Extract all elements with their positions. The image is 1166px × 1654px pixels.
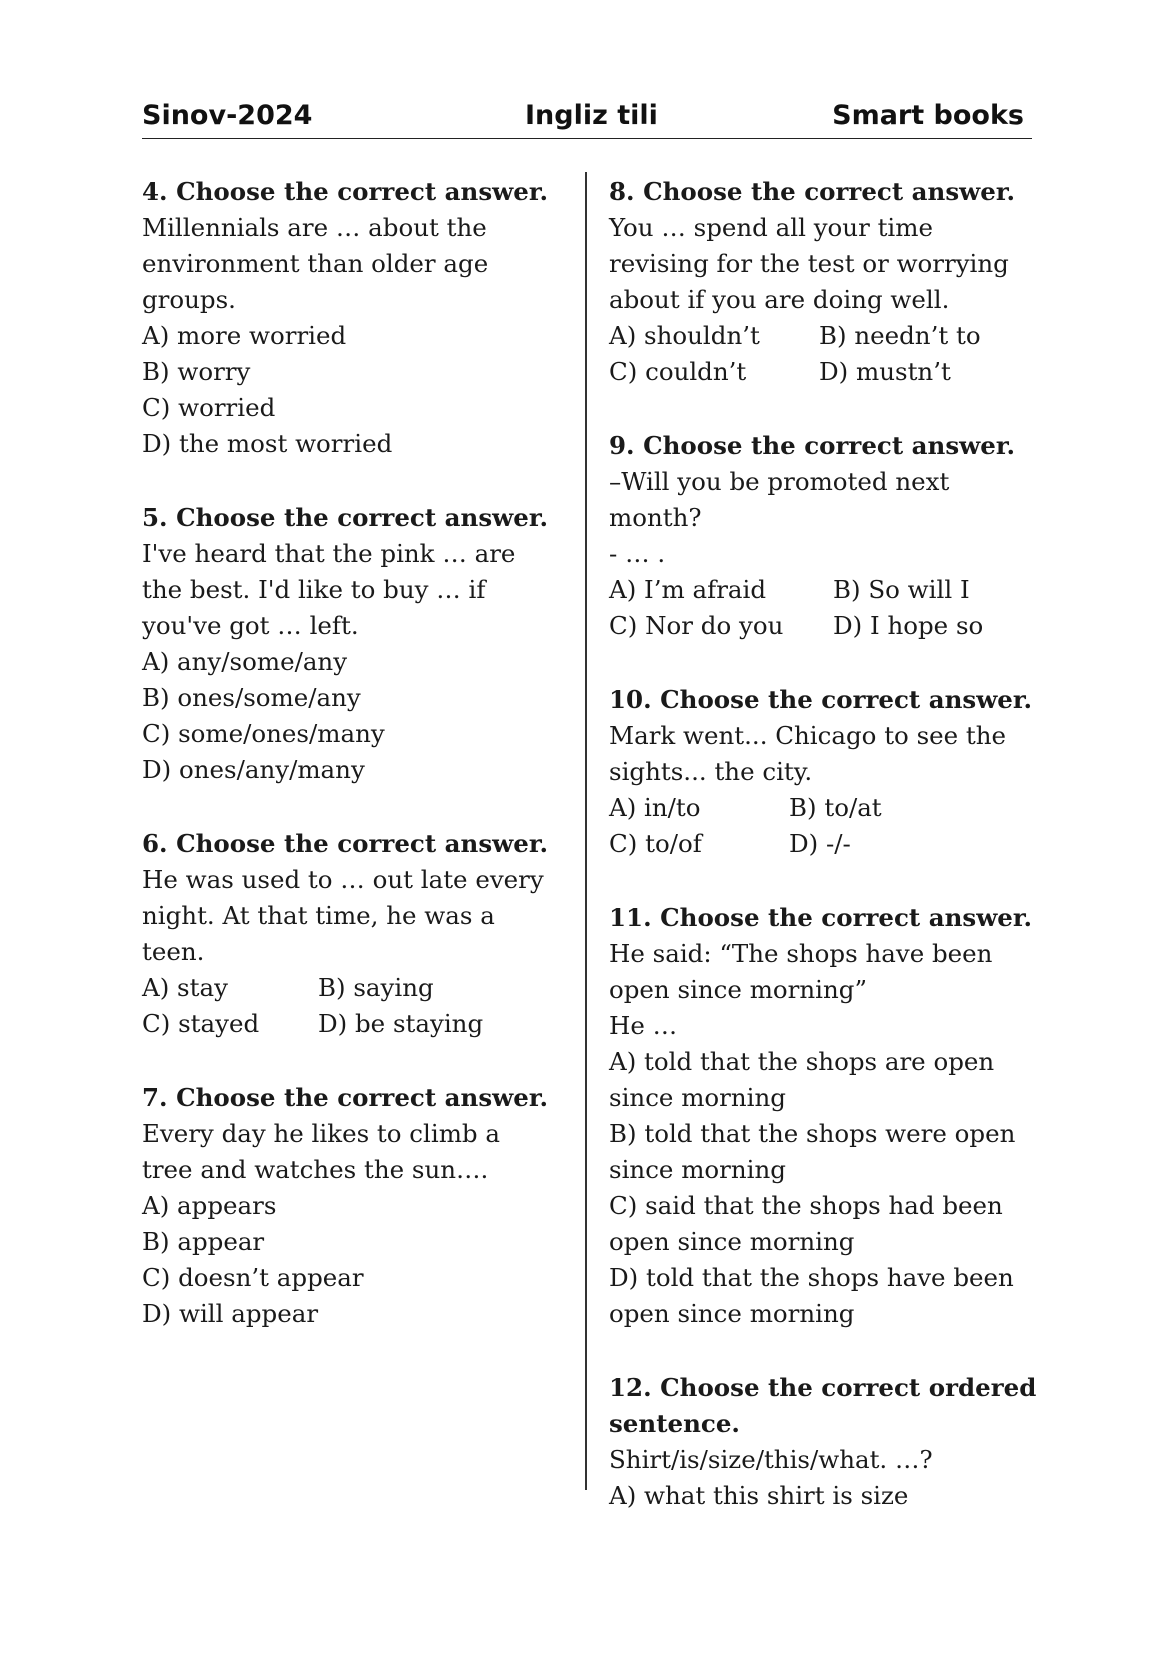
question-title: 6. Choose the correct answer. xyxy=(142,829,549,858)
answer-option-d: D) will appear xyxy=(142,1299,319,1328)
left-column xyxy=(142,174,572,1332)
question-4 xyxy=(142,174,572,462)
question-text: open since morning” xyxy=(609,975,867,1004)
header-publisher: Smart books xyxy=(832,100,1024,131)
question-text: He was used to … out late every xyxy=(142,865,544,894)
answer-option-b: B) worry xyxy=(142,357,251,386)
header-test-name: Sinov-2024 xyxy=(142,100,313,131)
answer-option-b: B) saying xyxy=(318,973,434,1002)
question-title: 4. Choose the correct answer. xyxy=(142,177,549,206)
answer-option-b: B) told that the shops were open xyxy=(609,1119,1016,1148)
answer-option-c-cont: open since morning xyxy=(609,1227,855,1256)
question-title: 7. Choose the correct answer. xyxy=(142,1083,549,1112)
question-text: month? xyxy=(609,503,702,532)
question-10 xyxy=(609,682,1039,862)
answer-option-a: A) what this shirt is size xyxy=(609,1481,909,1510)
answer-option-c: C) couldn’t xyxy=(609,357,747,386)
answer-option-b: B) So will I xyxy=(833,575,970,604)
question-text: tree and watches the sun…. xyxy=(142,1155,489,1184)
question-title-cont: sentence. xyxy=(609,1409,740,1438)
question-7 xyxy=(142,1080,572,1332)
question-text: about if you are doing well. xyxy=(609,285,950,314)
answer-option-a: A) appears xyxy=(142,1191,277,1220)
answer-option-a: A) more worried xyxy=(142,321,347,350)
question-9 xyxy=(609,428,1039,644)
answer-option-d: D) I hope so xyxy=(833,611,984,640)
question-6 xyxy=(142,826,572,1042)
question-8 xyxy=(609,174,1039,390)
options-row xyxy=(609,608,1039,644)
answer-option-d: D) ones/any/many xyxy=(142,755,365,784)
question-5 xyxy=(142,500,572,788)
question-text: –Will you be promoted next xyxy=(609,467,950,496)
answer-option-a-cont: since morning xyxy=(609,1083,786,1112)
question-title: 5. Choose the correct answer. xyxy=(142,503,549,532)
answer-option-c: C) to/of xyxy=(609,829,702,858)
options-row xyxy=(609,318,1039,354)
answer-option-b: B) appear xyxy=(142,1227,265,1256)
question-text: the best. I'd like to buy … if xyxy=(142,575,486,604)
question-text: you've got … left. xyxy=(142,611,359,640)
answer-option-b: B) to/at xyxy=(789,793,882,822)
question-title: 8. Choose the correct answer. xyxy=(609,177,1016,206)
question-text: night. At that time, he was a xyxy=(142,901,495,930)
question-text: environment than older age xyxy=(142,249,489,278)
header-subject: Ingliz tili xyxy=(525,100,658,131)
answer-option-a: A) I’m afraid xyxy=(609,575,767,604)
question-title: 10. Choose the correct answer. xyxy=(609,685,1033,714)
question-title: 12. Choose the correct ordered xyxy=(609,1373,1037,1402)
question-text: teen. xyxy=(142,937,205,966)
options-row xyxy=(142,970,572,1006)
answer-option-a: A) shouldn’t xyxy=(609,321,760,350)
question-12 xyxy=(609,1370,1039,1514)
answer-option-c: C) stayed xyxy=(142,1009,260,1038)
question-text: Every day he likes to climb a xyxy=(142,1119,501,1148)
options-row xyxy=(142,1006,572,1042)
answer-option-c: C) some/ones/many xyxy=(142,719,385,748)
answer-option-a: A) any/some/any xyxy=(142,647,348,676)
question-text: He said: “The shops have been xyxy=(609,939,993,968)
question-text: - … . xyxy=(609,539,666,568)
question-11 xyxy=(609,900,1039,1332)
answer-option-d: D) be staying xyxy=(318,1009,484,1038)
question-text: revising for the test or worrying xyxy=(609,249,1009,278)
options-row xyxy=(609,790,1039,826)
answer-option-b: B) needn’t to xyxy=(819,321,981,350)
answer-option-d: D) the most worried xyxy=(142,429,393,458)
answer-option-d: D) mustn’t xyxy=(819,357,951,386)
question-text: Mark went... Chicago to see the xyxy=(609,721,1007,750)
answer-option-c: C) Nor do you xyxy=(609,611,784,640)
options-row xyxy=(609,826,1039,862)
page-header xyxy=(142,98,1032,139)
answer-option-d: D) -/- xyxy=(789,829,851,858)
answer-option-d-cont: open since morning xyxy=(609,1299,855,1328)
answer-option-a: A) told that the shops are open xyxy=(609,1047,995,1076)
options-row xyxy=(609,354,1039,390)
answer-option-d: D) told that the shops have been xyxy=(609,1263,1014,1292)
answer-option-c: C) doesn’t appear xyxy=(142,1263,364,1292)
question-text: sights... the city. xyxy=(609,757,813,786)
answer-option-c: C) worried xyxy=(142,393,276,422)
answer-option-a: A) in/to xyxy=(609,793,701,822)
question-text: You … spend all your time xyxy=(609,213,934,242)
question-text: Shirt/is/size/this/what. …? xyxy=(609,1445,933,1474)
question-text: Millennials are … about the xyxy=(142,213,487,242)
answer-option-b: B) ones/some/any xyxy=(142,683,361,712)
question-text: I've heard that the pink … are xyxy=(142,539,516,568)
question-title: 9. Choose the correct answer. xyxy=(609,431,1016,460)
question-text: groups. xyxy=(142,285,236,314)
answer-option-c: C) said that the shops had been xyxy=(609,1191,1003,1220)
answer-option-b-cont: since morning xyxy=(609,1155,786,1184)
column-divider xyxy=(585,172,587,1490)
right-column xyxy=(609,174,1039,1514)
question-title: 11. Choose the correct answer. xyxy=(609,903,1033,932)
question-text: He … xyxy=(609,1011,678,1040)
options-row xyxy=(609,572,1039,608)
answer-option-a: A) stay xyxy=(142,973,228,1002)
